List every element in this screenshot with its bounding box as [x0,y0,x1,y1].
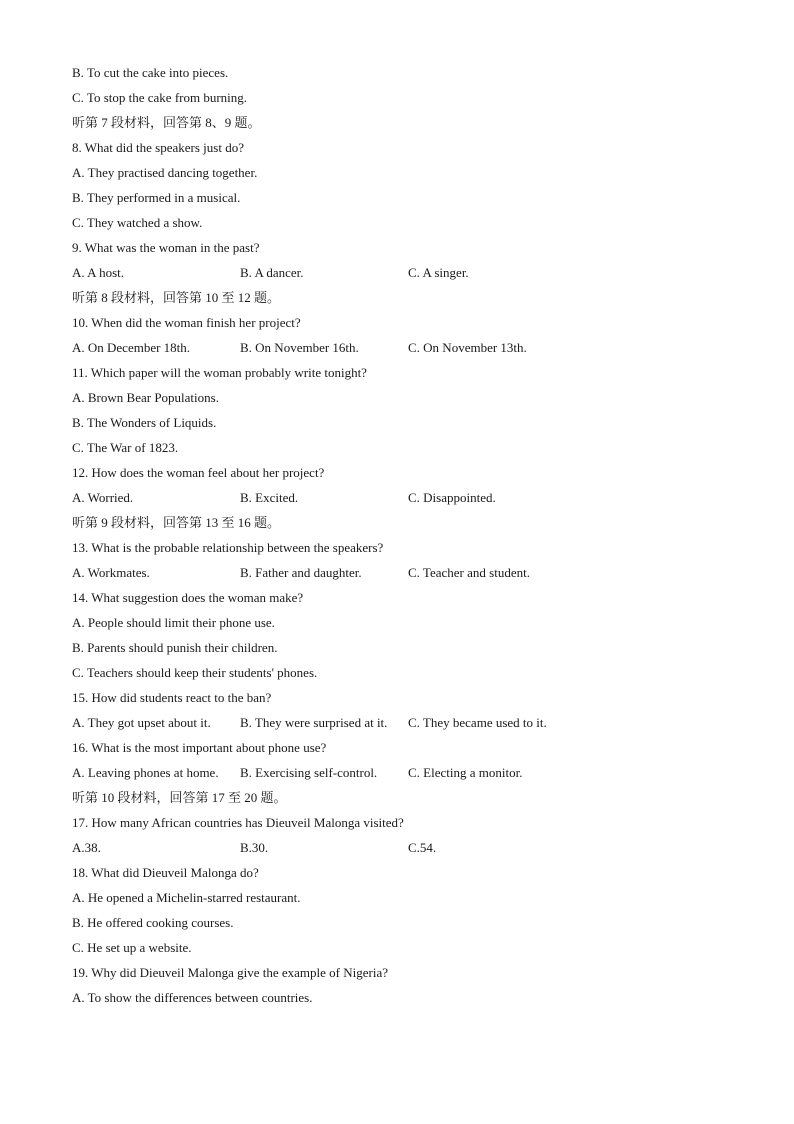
exam-content [72,64,732,1014]
option-11c: C. The War of 1823. [72,440,179,455]
options-13 [72,564,732,589]
option-item: C. Electing a monitor. [408,765,523,780]
section-heading-8: 听第 8 段材料，回答第 10 至 12 题。 [72,290,281,305]
question-16: 16. What is the most important about phone use? [72,740,327,755]
option-item: B. Excited. [240,490,299,505]
option-item: C. They became used to it. [408,715,547,730]
option-14c: C. Teachers should keep their students' phones. [72,665,318,680]
question-18: 18. What did Dieuveil Malonga do? [72,865,259,880]
question-19: 19. Why did Dieuveil Malonga give the example of Nigeria? [72,965,388,980]
option-11b: B. The Wonders of Liquids. [72,415,217,430]
option-item: B. They were surprised at it. [240,715,388,730]
options-12 [72,489,732,514]
option-item: B.30. [240,840,269,855]
option-item: A. They got upset about it. [72,715,211,730]
question-9: 9. What was the woman in the past? [72,240,260,255]
option-item: B. Exercising self-control. [240,765,378,780]
option-item: A. Workmates. [72,565,150,580]
options-15 [72,714,732,739]
option-11a: A. Brown Bear Populations. [72,390,219,405]
option-8c: C. They watched a show. [72,215,203,230]
option-item: A. Leaving phones at home. [72,765,219,780]
option-item: B. Father and daughter. [240,565,362,580]
option-item: C. On November 13th. [408,340,527,355]
question-14: 14. What suggestion does the woman make? [72,590,304,605]
option-18a: A. He opened a Michelin-starred restaurant. [72,890,301,905]
option-item: A. A host. [72,265,125,280]
question-10: 10. When did the woman finish her project? [72,315,301,330]
question-8: 8. What did the speakers just do? [72,140,244,155]
option-item: A. Worried. [72,490,134,505]
option-7c: C. To stop the cake from burning. [72,90,248,105]
option-14b: B. Parents should punish their children. [72,640,278,655]
section-heading-7: 听第 7 段材料，回答第 8、9 题。 [72,115,261,130]
option-item: C. Teacher and student. [408,565,530,580]
question-15: 15. How did students react to the ban? [72,690,272,705]
question-12: 12. How does the woman feel about her project? [72,465,325,480]
option-item: C.54. [408,840,437,855]
options-10 [72,339,732,364]
option-item: C. A singer. [408,265,469,280]
option-item: C. Disappointed. [408,490,496,505]
option-item: A.38. [72,840,101,855]
option-7b: B. To cut the cake into pieces. [72,65,229,80]
question-11: 11. Which paper will the woman probably write tonight? [72,365,367,380]
section-heading-9: 听第 9 段材料，回答第 13 至 16 题。 [72,515,281,530]
question-17: 17. How many African countries has Dieuveil Malonga visited? [72,815,404,830]
option-8b: B. They performed in a musical. [72,190,241,205]
option-item: B. On November 16th. [240,340,359,355]
section-heading-10: 听第 10 段材料，回答第 17 至 20 题。 [72,790,287,805]
option-item: A. On December 18th. [72,340,191,355]
option-8a: A. They practised dancing together. [72,165,258,180]
question-13: 13. What is the probable relationship between the speakers? [72,540,384,555]
option-18b: B. He offered cooking courses. [72,915,234,930]
options-9 [72,264,732,289]
option-item: B. A dancer. [240,265,304,280]
option-19a: A. To show the differences between countries. [72,990,313,1005]
options-16 [72,764,732,789]
option-14a: A. People should limit their phone use. [72,615,275,630]
options-17 [72,839,732,864]
option-18c: C. He set up a website. [72,940,192,955]
